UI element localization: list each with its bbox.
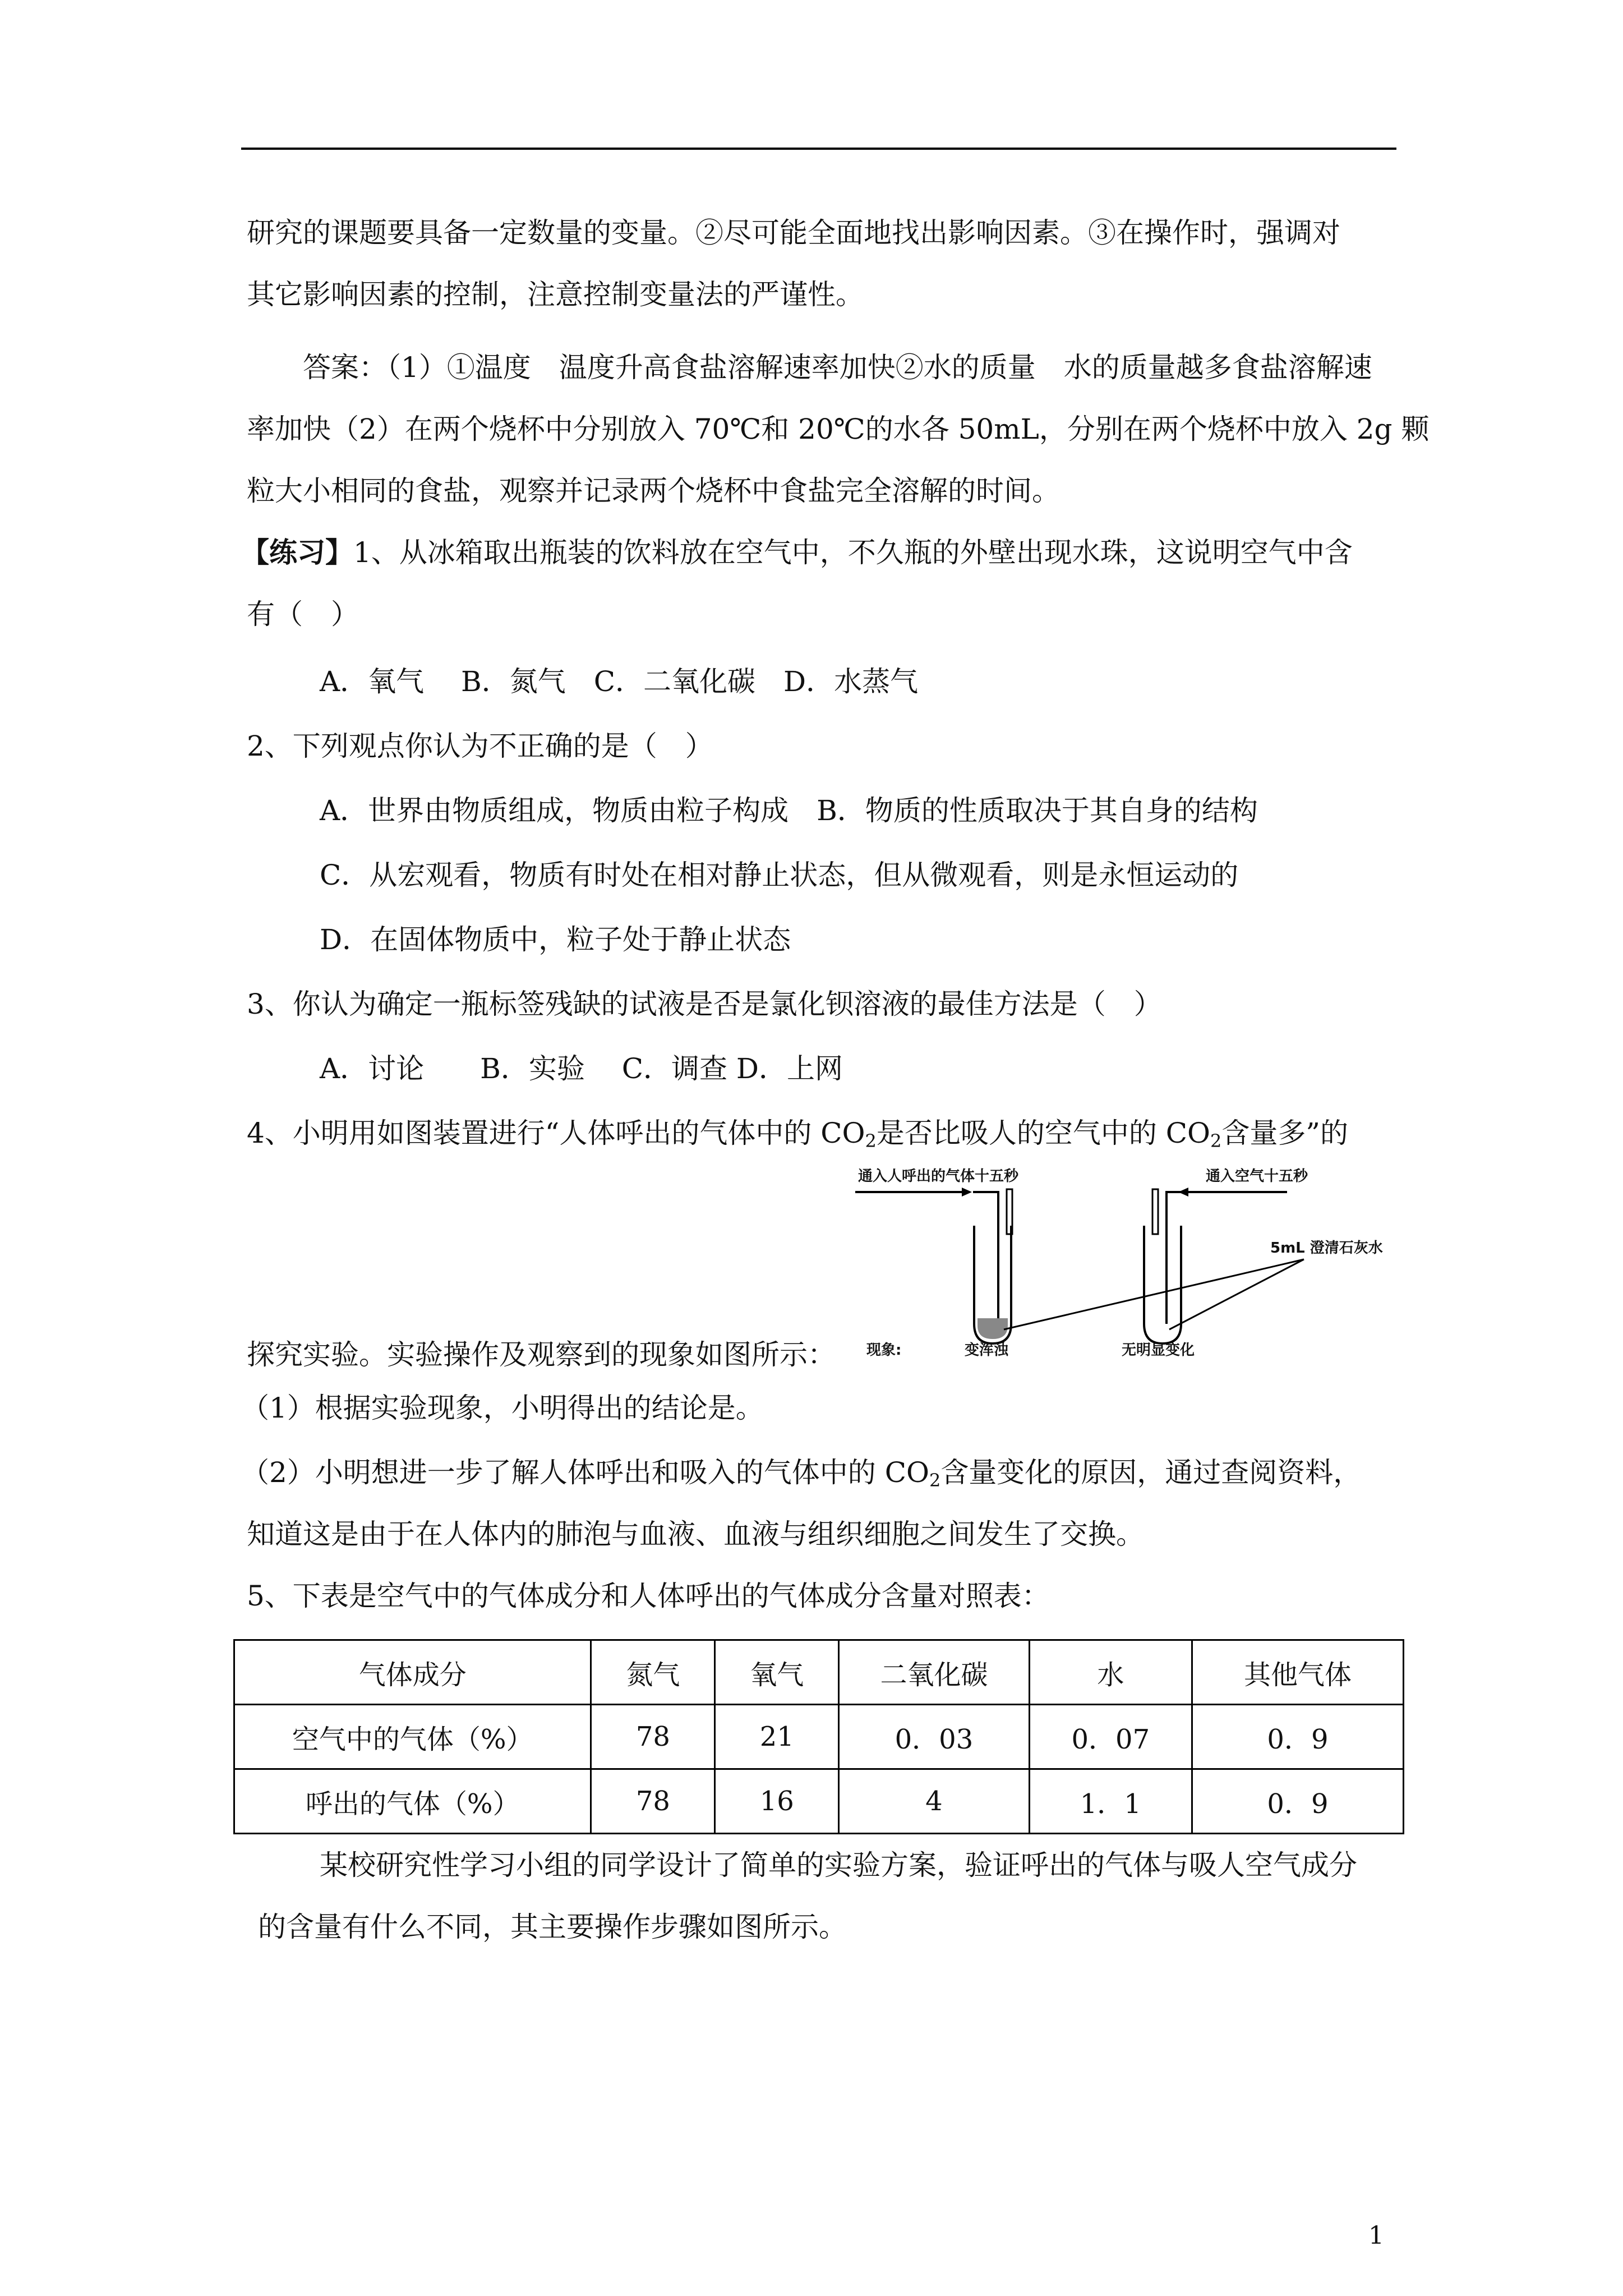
experiment-figure xyxy=(855,1158,1410,1360)
header-rule xyxy=(241,148,1396,150)
table-cell: 78 xyxy=(591,1705,715,1769)
table-cell: 0．9 xyxy=(1192,1705,1403,1769)
question-4 xyxy=(247,1116,1348,1158)
figure-label-nochange: 无明显变化 xyxy=(1122,1342,1195,1359)
question-1-line-2: 有（ ） xyxy=(247,598,359,631)
page-number: 1 xyxy=(1368,2221,1384,2250)
question-4-sub-2 xyxy=(241,1456,1361,1497)
table-row xyxy=(234,1705,1404,1769)
co2-subscript: 2 xyxy=(1210,1130,1222,1152)
answer-line-3: 粒大小相同的食盐，观察并记录两个烧杯中食盐完全溶解的时间。 xyxy=(247,475,1060,507)
question-4-text-a: 4、小明用如图装置进行“人体呼出的气体中的 CO xyxy=(247,1117,865,1149)
answer-line-1: 答案：（1）①温度 温度升高食盐溶解速率加快②水的质量 水的质量越多食盐溶解速 xyxy=(303,351,1372,384)
table-cell: 空气中的气体（%） xyxy=(234,1705,591,1769)
question-4-text-c: 含量多”的 xyxy=(1221,1117,1348,1149)
table-header-cell: 二氧化碳 xyxy=(839,1640,1030,1705)
gas-composition-table xyxy=(233,1639,1404,1834)
arrow-left-head xyxy=(962,1188,972,1197)
question-4-sub-2-text-a: （2）小明想进一步了解人体呼出和吸入的气体中的 CO xyxy=(241,1456,929,1489)
practice-tag: 【练习】 xyxy=(241,536,353,569)
table-cell: 16 xyxy=(715,1769,839,1834)
table-header-cell: 氧气 xyxy=(715,1640,839,1705)
question-3: 3、你认为确定一瓶标签残缺的试液是否是氯化钡溶液的最佳方法是（ ） xyxy=(247,988,1162,1020)
figure-label-turbid: 变浑浊 xyxy=(965,1342,1009,1359)
question-4-sub-2-line-2: 知道这是由于在人体内的肺泡与血液、血液与组织细胞之间发生了交换。 xyxy=(247,1518,1144,1550)
paragraph-line-1: 研究的课题要具备一定数量的变量。②尽可能全面地找出影响因素。③在操作时，强调对 xyxy=(247,217,1340,249)
pointer-line-left xyxy=(1004,1259,1304,1329)
table-cell: 78 xyxy=(591,1769,715,1834)
table-cell: 4 xyxy=(839,1769,1030,1834)
question-3-options: A．讨论 B．实验 C．调查 D．上网 xyxy=(320,1052,843,1085)
inlet-tube-right xyxy=(1166,1192,1178,1324)
question-2-option-ab: A．世界由物质组成，物质由粒子构成 B．物质的性质取决于其自身的结构 xyxy=(320,794,1258,827)
question-2-option-d: D．在固体物质中，粒子处于静止状态 xyxy=(320,923,791,956)
paragraph-line-2: 其它影响因素的控制，注意控制变量法的严谨性。 xyxy=(247,278,864,311)
table-header-cell: 气体成分 xyxy=(234,1640,591,1705)
table-cell: 0．07 xyxy=(1029,1705,1192,1769)
question-4-sub-1: （1）根据实验现象，小明得出的结论是。 xyxy=(241,1392,764,1424)
question-5-after-2: 的含量有什么不同，其主要操作步骤如图所示。 xyxy=(258,1911,847,1943)
question-2: 2、下列观点你认为不正确的是（ ） xyxy=(247,730,713,762)
table-cell: 1．1 xyxy=(1029,1769,1192,1834)
question-4-sub-2-text-b: 含量变化的原因，通过查阅资料， xyxy=(940,1456,1362,1489)
question-1-text: 1、从冰箱取出瓶装的饮料放在空气中，不久瓶的外壁出现水珠，这说明空气中含 xyxy=(353,536,1353,569)
outlet-tube-right xyxy=(1152,1189,1158,1234)
answer-line-2: 率加快（2）在两个烧杯中分别放入 70℃和 20℃的水各 50mL，分别在两个烧杯中放入 2g 颗 xyxy=(247,413,1430,445)
question-4-line-2: 探究实验。实验操作及观察到的现象如图所示： xyxy=(247,1338,836,1371)
table-header-cell: 氮气 xyxy=(591,1640,715,1705)
question-2-option-c: C．从宏观看，物质有时处在相对静止状态，但从微观看，则是永恒运动的 xyxy=(320,859,1239,891)
question-5: 5、下表是空气中的气体成分和人体呼出的气体成分含量对照表： xyxy=(247,1580,1050,1612)
figure-label-volume: 5mL 澄清石灰水 xyxy=(1270,1240,1383,1257)
figure-label-air: 通入空气十五秒 xyxy=(1206,1168,1308,1185)
figure-label-exhaled: 通入人呼出的气体十五秒 xyxy=(858,1168,1019,1185)
table-cell: 0．9 xyxy=(1192,1769,1403,1834)
table-row xyxy=(234,1769,1404,1834)
arrow-right-head xyxy=(1178,1188,1188,1197)
table-header-cell: 水 xyxy=(1029,1640,1192,1705)
question-4-text-b: 是否比吸人的空气中的 CO xyxy=(876,1117,1211,1149)
turbid-solution xyxy=(978,1318,1008,1339)
table-header-cell: 其他气体 xyxy=(1192,1640,1403,1705)
question-1 xyxy=(241,536,1353,569)
table-cell: 呼出的气体（%） xyxy=(234,1769,591,1834)
co2-subscript: 2 xyxy=(865,1130,877,1152)
figure-label-phenomenon: 现象: xyxy=(866,1342,902,1359)
table-cell: 0．03 xyxy=(839,1705,1030,1769)
table-header-row xyxy=(234,1640,1404,1705)
co2-subscript: 2 xyxy=(929,1470,941,1491)
inlet-tube-left xyxy=(973,1192,998,1324)
question-5-after-1: 某校研究性学习小组的同学设计了简单的实验方案，验证呼出的气体与吸人空气成分 xyxy=(320,1849,1357,1881)
question-1-options: A．氧气 B．氮气 C．二氧化碳 D．水蒸气 xyxy=(320,665,919,698)
table-cell: 21 xyxy=(715,1705,839,1769)
pointer-line-right xyxy=(1169,1259,1304,1329)
